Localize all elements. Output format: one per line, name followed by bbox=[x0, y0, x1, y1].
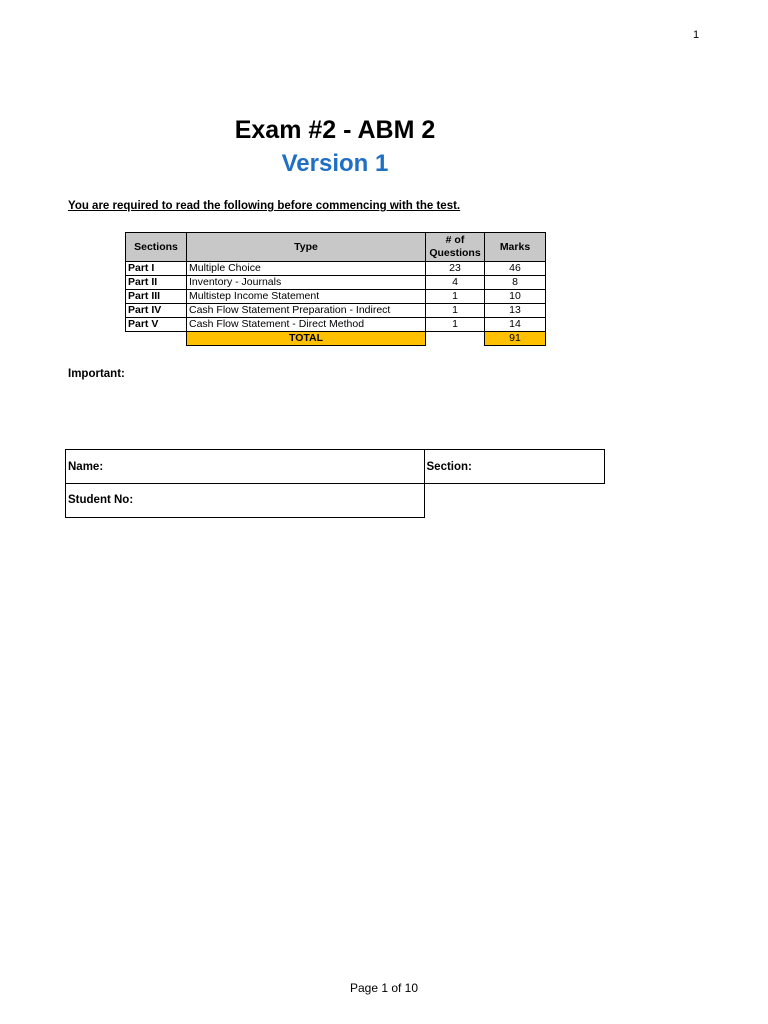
header-questions-line2: Questions bbox=[429, 247, 481, 259]
total-row bbox=[126, 332, 546, 346]
table-header-row bbox=[126, 233, 546, 262]
exam-title: Exam #2 - ABM 2 bbox=[234, 116, 436, 144]
name-label: Name: bbox=[68, 460, 104, 473]
row-questions: 1 bbox=[426, 290, 485, 304]
row-type: Multiple Choice bbox=[187, 262, 426, 276]
table-row bbox=[126, 290, 546, 304]
row-section: Part I bbox=[126, 262, 187, 276]
student-no-field[interactable] bbox=[65, 483, 425, 518]
header-questions-line1: # of bbox=[445, 234, 465, 246]
row-type: Inventory - Journals bbox=[187, 276, 426, 290]
table-row bbox=[126, 262, 546, 276]
section-field[interactable] bbox=[424, 449, 605, 484]
row-questions: 23 bbox=[426, 262, 485, 276]
row-questions: 1 bbox=[426, 304, 485, 318]
page-number: 1 bbox=[693, 29, 700, 41]
instruction-text: You are required to read the following before commencing with the test. bbox=[68, 200, 461, 212]
sections-table bbox=[125, 232, 546, 346]
header-sections: Sections bbox=[126, 233, 187, 262]
row-section: Part III bbox=[126, 290, 187, 304]
row-section: Part V bbox=[126, 318, 187, 332]
student-no-label: Student No: bbox=[68, 494, 134, 506]
section-label: Section: bbox=[426, 460, 472, 473]
version-subtitle: Version 1 bbox=[281, 150, 389, 177]
table-row bbox=[126, 276, 546, 290]
page-footer: Page 1 of 10 bbox=[349, 981, 419, 995]
total-marks: 91 bbox=[485, 332, 546, 346]
row-type: Cash Flow Statement Preparation - Indirect bbox=[187, 304, 426, 318]
header-questions bbox=[426, 233, 485, 262]
row-marks: 14 bbox=[485, 318, 546, 332]
header-type: Type bbox=[187, 233, 426, 262]
row-type: Multistep Income Statement bbox=[187, 290, 426, 304]
total-spacer bbox=[126, 332, 187, 346]
row-marks: 13 bbox=[485, 304, 546, 318]
row-section: Part II bbox=[126, 276, 187, 290]
row-marks: 46 bbox=[485, 262, 546, 276]
total-spacer bbox=[426, 332, 485, 346]
total-label: TOTAL bbox=[187, 332, 426, 346]
name-field[interactable] bbox=[65, 449, 425, 484]
important-label: Important: bbox=[68, 368, 125, 380]
row-section: Part IV bbox=[126, 304, 187, 318]
row-type: Cash Flow Statement - Direct Method bbox=[187, 318, 426, 332]
table-row bbox=[126, 318, 546, 332]
table-row bbox=[126, 304, 546, 318]
row-marks: 10 bbox=[485, 290, 546, 304]
row-questions: 4 bbox=[426, 276, 485, 290]
row-marks: 8 bbox=[485, 276, 546, 290]
header-marks: Marks bbox=[485, 233, 546, 262]
row-questions: 1 bbox=[426, 318, 485, 332]
